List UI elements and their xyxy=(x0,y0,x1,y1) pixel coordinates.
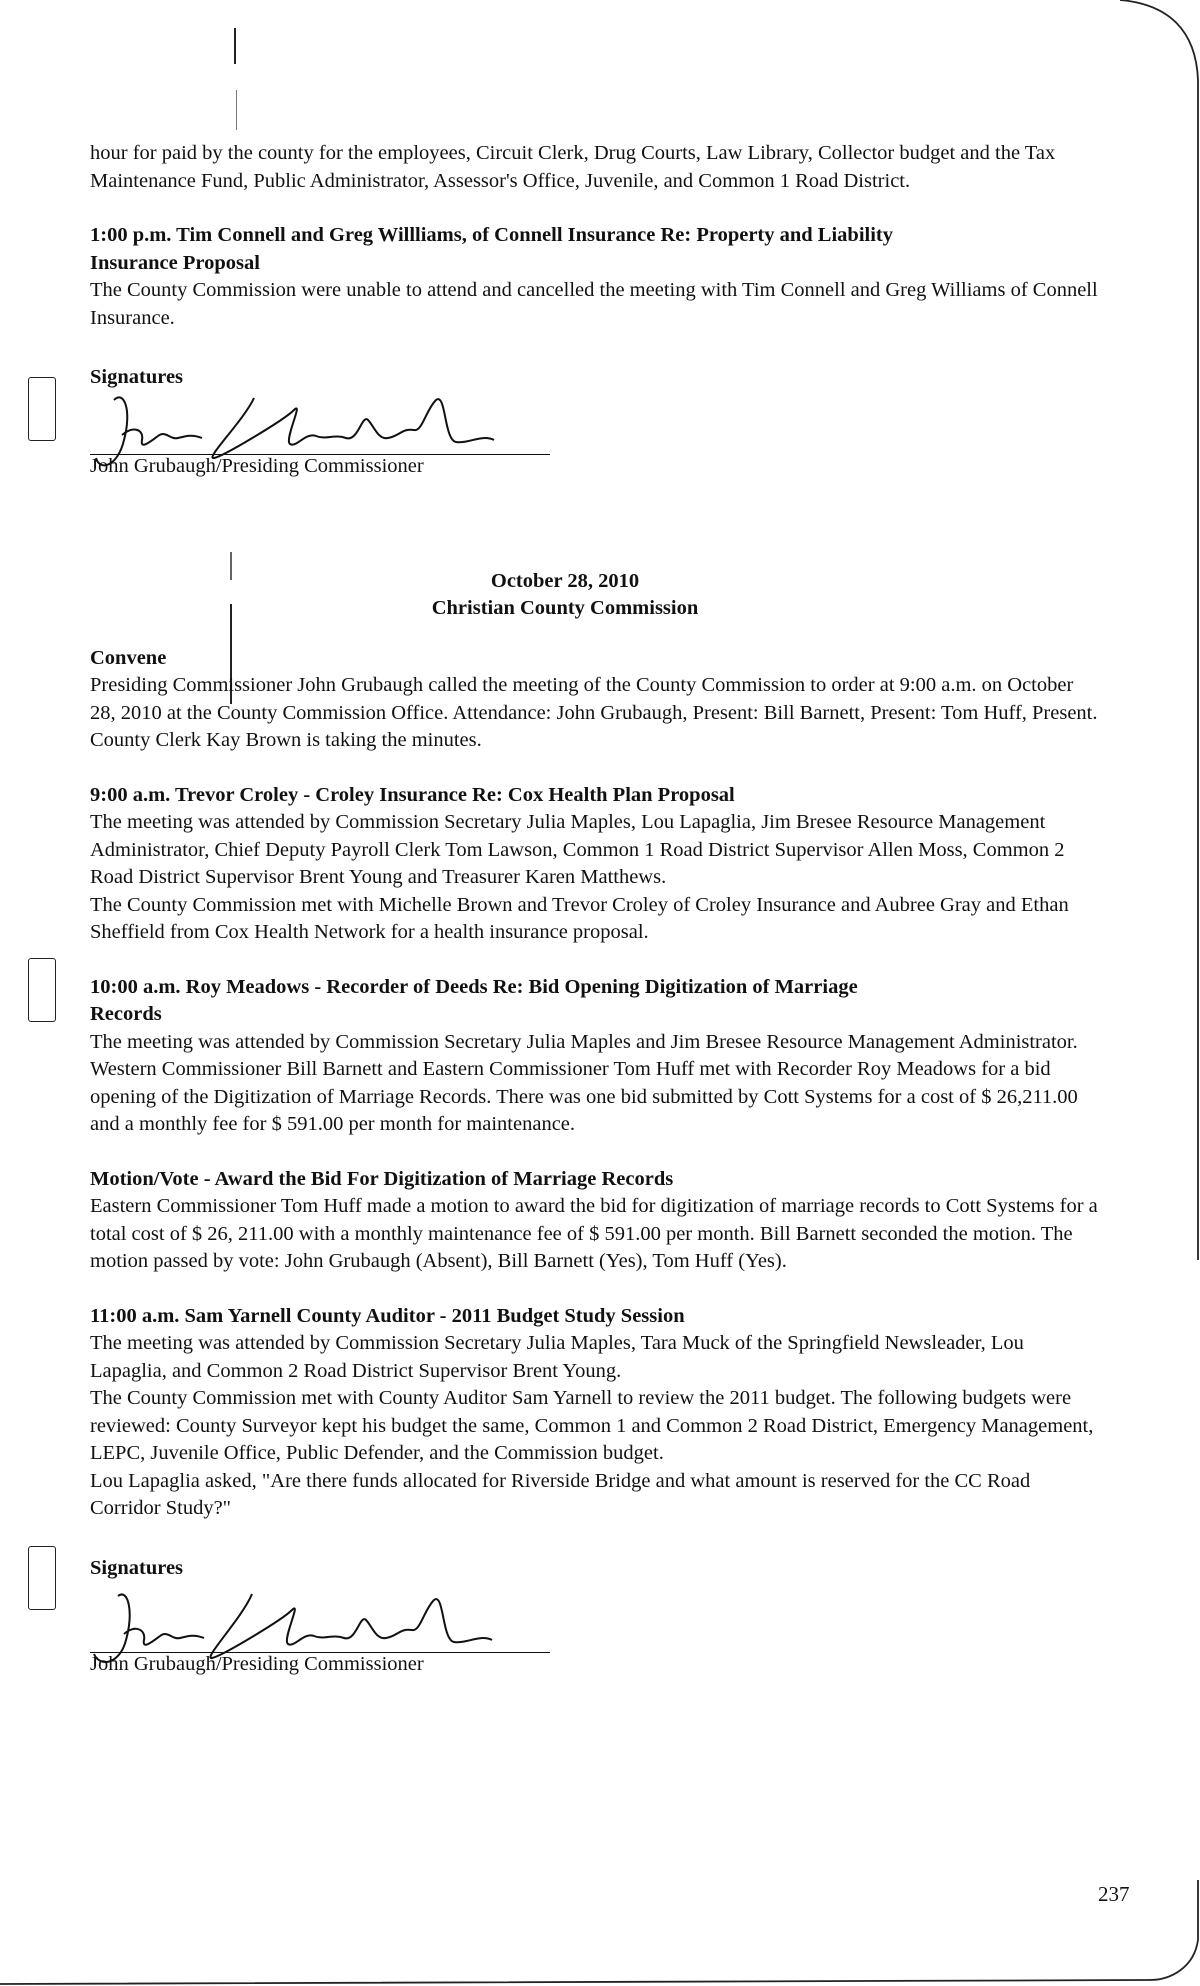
convene-heading: Convene xyxy=(90,646,167,669)
signatures-label-2: Signatures xyxy=(90,1556,184,1579)
signature-caption-2: John Grubaugh/Presiding Commissioner xyxy=(90,1653,424,1675)
convene-body: Presiding Commissioner John Grubaugh called the meeting of the County Commission to order at 9:00 a.m. on October 28, 2010 at the County Commission Office. Attendance: John Grubaugh, Present: Bill Barnett, Present: Tom Huff, Present. County Clerk Kay Brown is taking the minutes. xyxy=(90,674,1098,751)
meeting-body-name: Christian County Commission xyxy=(431,597,699,619)
section-body-croley-summary: The County Commission met with Michelle Brown and Trevor Croley of Croley Insurance and Aubree Gray and Ethan Sheffield from Cox Health Network for a health insurance proposal. xyxy=(90,893,1069,943)
document-content xyxy=(90,140,1100,1706)
section-body-motion: Eastern Commissioner Tom Huff made a motion to award the bid for digitization of marriage records to Cott Systems for a total cost of $ 26, 211.00 with a monthly maintenance fee of $ 591.00 per month. Bill Barnett seconded the motion. The motion passed by vote: John Grubaugh (Absent), Bill Barnett (Yes), Tom Huff (Yes). xyxy=(90,1195,1098,1272)
section-body-yarnell-attendance: The meeting was attended by Commission Secretary Julia Maples, Tara Muck of the Springfield Newsleader, Lou Lapaglia, and Common 2 Road District Supervisor Brent Young. xyxy=(90,1332,1024,1382)
section-body-meadows-attendance: The meeting was attended by Commission Secretary Julia Maples and Jim Bresee Resource Management Administrator. xyxy=(90,1030,1078,1053)
section-heading-connell: 1:00 p.m. Tim Connell and Greg Willliams, of Connell Insurance Re: Property and Liability Insurance Proposal xyxy=(90,224,893,274)
meeting-header xyxy=(90,568,1040,623)
page-number: 237 xyxy=(1098,1882,1130,1906)
section-heading-motion: Motion/Vote - Award the Bid For Digitization of Marriage Records xyxy=(90,1167,674,1190)
signature-block-2 xyxy=(90,1596,1100,1706)
section-heading-meadows: 10:00 a.m. Roy Meadows - Recorder of Deeds Re: Bid Opening Digitization of Marriage Records xyxy=(90,975,858,1025)
intro-paragraph: hour for paid by the county for the employees, Circuit Clerk, Drug Courts, Law Library, Collector budget and the Tax Maintenance Fund, Public Administrator, Assessor's Office, Juvenile, and Common 1 Road District. xyxy=(90,142,1056,192)
section-heading-croley: 9:00 a.m. Trevor Croley - Croley Insurance Re: Cox Health Plan Proposal xyxy=(90,783,735,806)
section-heading-yarnell: 11:00 a.m. Sam Yarnell County Auditor - 2011 Budget Study Session xyxy=(90,1304,685,1327)
signature-block-1 xyxy=(90,398,1100,508)
section-body-yarnell-summary: The County Commission met with County Auditor Sam Yarnell to review the 2011 budget. The following budgets were reviewed: County Surveyor kept his budget the same, Common 1 and Common 2 Road District, Emergency Management, LEPC, Juvenile Office, Public Defender, and the Commission budget. xyxy=(90,1387,1094,1464)
section-body-croley-attendance: The meeting was attended by Commission Secretary Julia Maples, Lou Lapaglia, Jim Bresee Resource Management Administrator, Chief Deputy Payroll Clerk Tom Lawson, Common 1 Road District Supervisor Allen Moss, Common 2 Road District Supervisor Brent Young and Treasurer Karen Matthews. xyxy=(90,811,1065,888)
section-body-meadows-summary: Western Commissioner Bill Barnett and Eastern Commissioner Tom Huff met with Recorder Roy Meadows for a bid opening of the Digitization of Marriage Records. There was one bid submitted by Cott Systems for a cost of $ 26,211.00 and a monthly fee for $ 591.00 per month for maintenance. xyxy=(90,1058,1078,1135)
signatures-label-1: Signatures xyxy=(90,366,184,388)
meeting-date: October 28, 2010 xyxy=(490,569,640,592)
signature-caption-1: John Grubaugh/Presiding Commissioner xyxy=(90,454,424,477)
section-body-yarnell-question: Lou Lapaglia asked, "Are there funds allocated for Riverside Bridge and what amount is reserved for the CC Road Corridor Study?" xyxy=(90,1469,1031,1519)
section-body-connell: The County Commission were unable to attend and cancelled the meeting with Tim Connell and Greg Williams of Connell Insurance. xyxy=(90,279,1098,329)
